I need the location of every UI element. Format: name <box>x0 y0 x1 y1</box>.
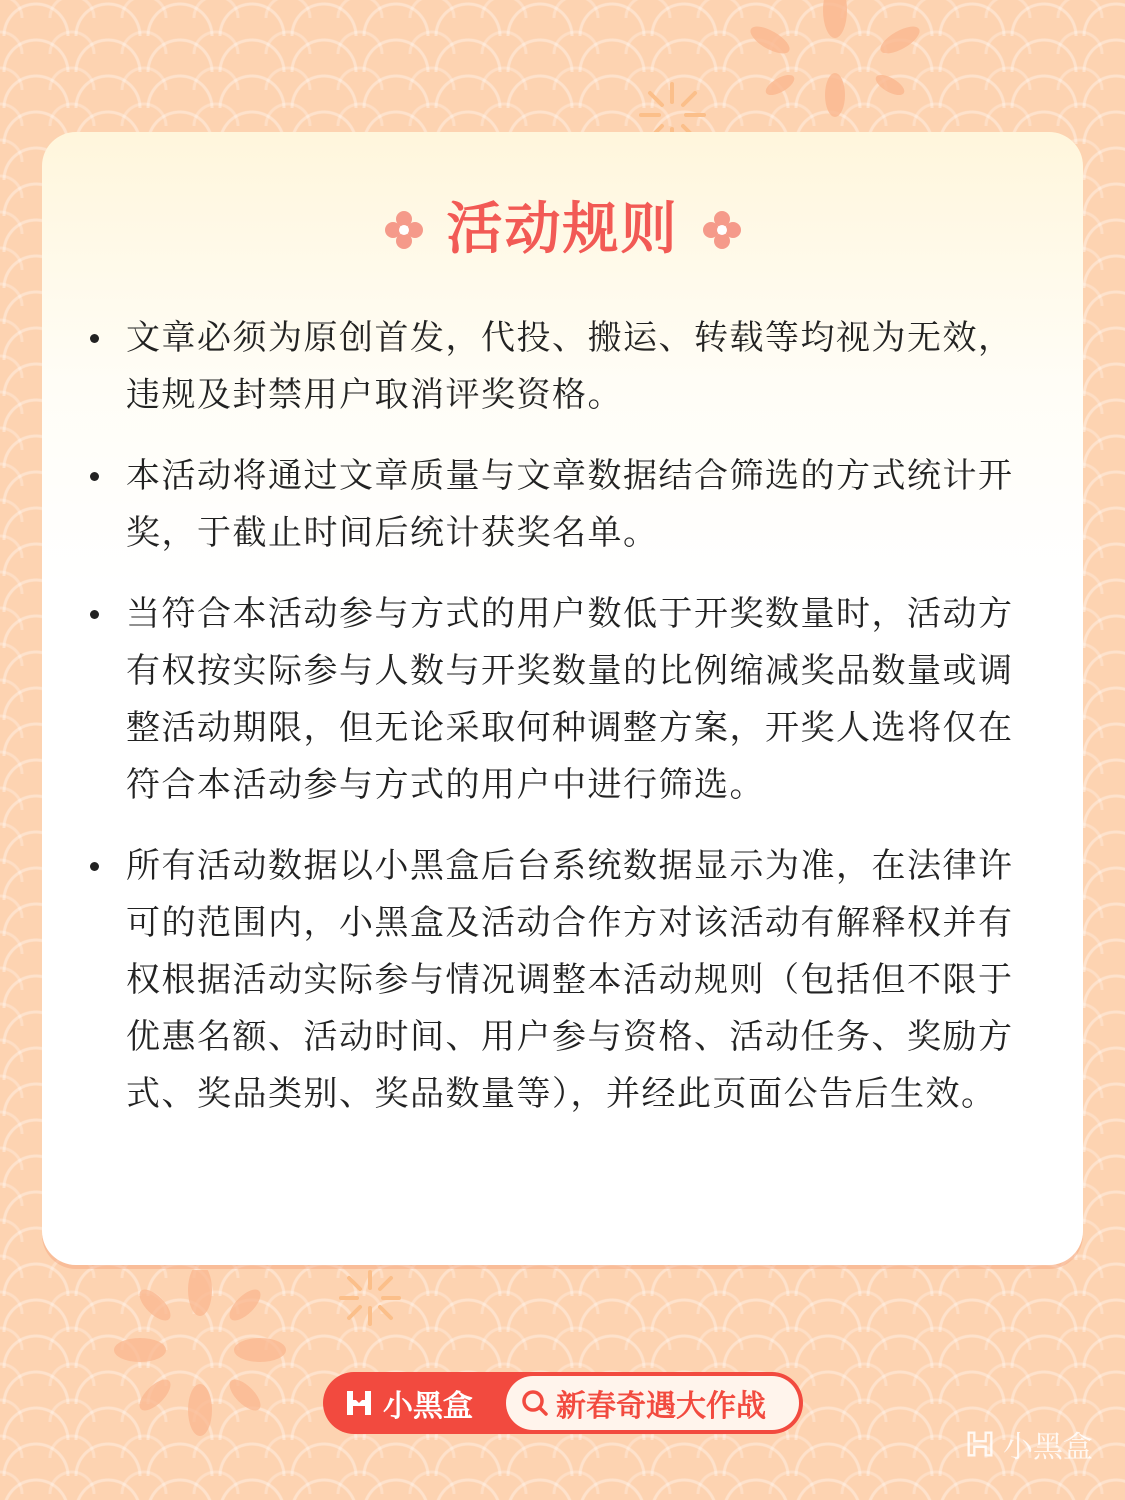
watermark <box>963 1422 1093 1466</box>
rule-text: 本活动将通过文章质量与文章数据结合筛选的方式统计开奖，于截止时间后统计获奖名单。 <box>126 456 1014 553</box>
heybox-logo-icon <box>341 1385 377 1421</box>
brand-search-pill[interactable] <box>323 1372 803 1434</box>
search-box[interactable] <box>506 1376 799 1430</box>
firework-icon <box>740 0 930 120</box>
rule-text: 当符合本活动参与方式的用户数低于开奖数量时，活动方有权按实际参与人数与开奖数量的比例缩减奖品数量或调整活动期限，但无论采取何种调整方案，开奖人选将仅在符合本活动参与方式的用户中进行筛选。 <box>126 594 1014 805</box>
heybox-logo-icon <box>963 1427 997 1461</box>
search-icon <box>520 1388 550 1418</box>
flower-icon <box>385 211 423 249</box>
title-row <box>0 190 1125 270</box>
list-item <box>86 448 1016 562</box>
rule-text: 所有活动数据以小黑盒后台系统数据显示为准，在法律许可的范围内，小黑盒及活动合作方对该活动有解释权并有权根据活动实际参与情况调整本活动规则（包括但不限于优惠名额、活动时间、用户参与资格、活动任务、奖励方式、奖品类别、奖品数量等），并经此页面公告后生效。 <box>126 846 1014 1114</box>
bullet-icon <box>90 472 99 481</box>
firework-icon <box>335 1268 405 1328</box>
bullet-icon <box>90 610 99 619</box>
brand-logo-area <box>323 1381 506 1425</box>
watermark-text: 小黑盒 <box>1003 1430 1093 1465</box>
brand-name: 小黑盒 <box>383 1389 473 1424</box>
rules-list <box>86 310 1016 1147</box>
search-text: 新春奇遇大作战 <box>556 1389 766 1424</box>
bullet-icon <box>90 334 99 343</box>
list-item <box>86 586 1016 814</box>
firework-icon <box>110 1270 290 1440</box>
rule-text: 文章必须为原创首发，代投、搬运、转载等均视为无效，违规及封禁用户取消评奖资格。 <box>126 318 1014 415</box>
page-title: 活动规则 <box>446 197 679 262</box>
list-item <box>86 310 1016 424</box>
flower-icon <box>703 211 741 249</box>
bullet-icon <box>90 862 99 871</box>
list-item <box>86 838 1016 1123</box>
